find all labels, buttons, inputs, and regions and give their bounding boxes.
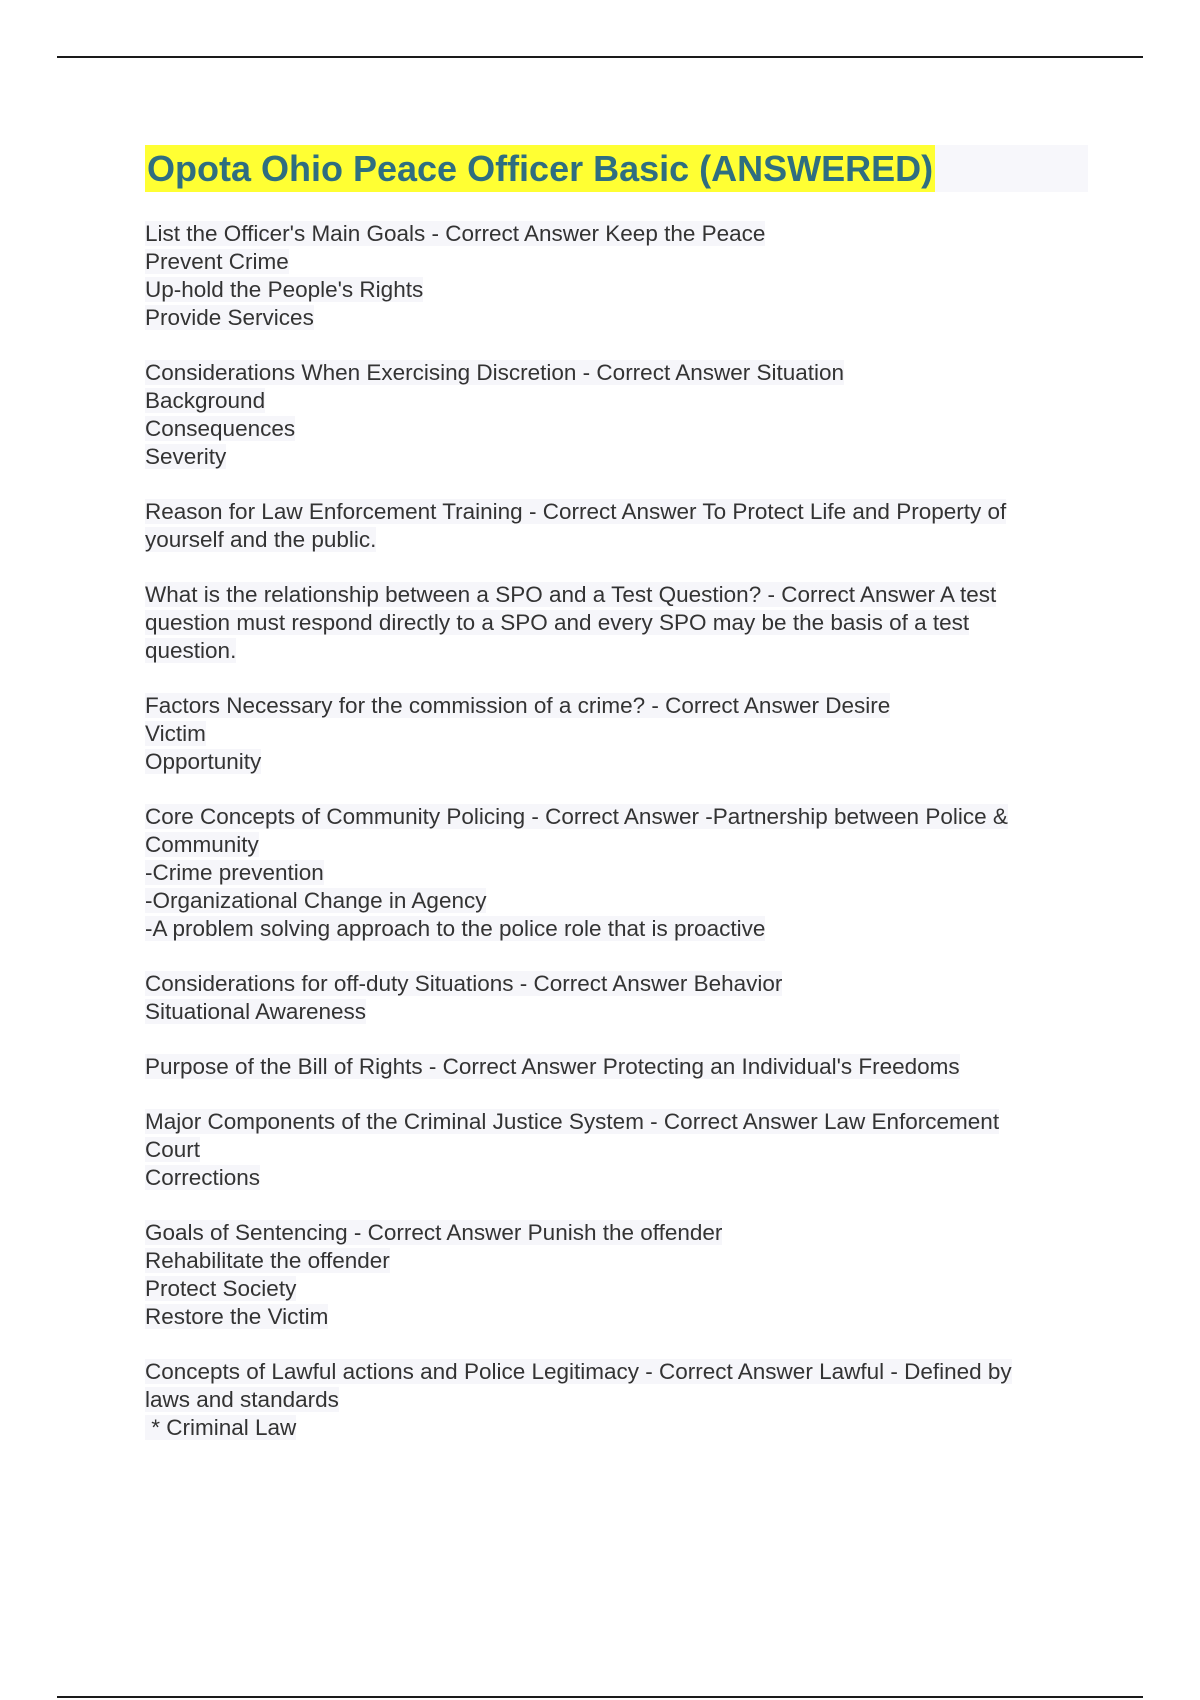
- qa-line: Factors Necessary for the commission of a crime? - Correct Answer Desire: [145, 693, 891, 718]
- qa-line: List the Officer's Main Goals - Correct Answer Keep the Peace: [145, 221, 766, 246]
- qa-line: yourself and the public.: [145, 527, 377, 552]
- qa-item: [145, 1358, 1095, 1442]
- header-rule: [57, 56, 1143, 58]
- qa-line: Major Components of the Criminal Justice System - Correct Answer Law Enforcement: [145, 1109, 1000, 1134]
- qa-line: Protect Society: [145, 1276, 297, 1301]
- qa-line: Considerations When Exercising Discretion - Correct Answer Situation: [145, 360, 845, 385]
- qa-line: -Crime prevention: [145, 860, 324, 885]
- qa-line: Prevent Crime: [145, 249, 289, 274]
- qa-item: [145, 1053, 1095, 1081]
- qa-item: [145, 803, 1095, 943]
- qa-item: [145, 1108, 1095, 1192]
- title-row: [145, 145, 1088, 192]
- document-title: Opota Ohio Peace Officer Basic (ANSWERED): [145, 145, 935, 192]
- qa-item: [145, 359, 1095, 471]
- qa-line: Core Concepts of Community Policing - Correct Answer -Partnership between Police &: [145, 804, 1008, 829]
- qa-line: Reason for Law Enforcement Training - Correct Answer To Protect Life and Property of: [145, 499, 1007, 524]
- qa-line: Opportunity: [145, 749, 262, 774]
- qa-line: Concepts of Lawful actions and Police Legitimacy - Correct Answer Lawful - Defined by: [145, 1359, 1012, 1384]
- qa-line: Rehabilitate the offender: [145, 1248, 390, 1273]
- qa-line: Goals of Sentencing - Correct Answer Punish the offender: [145, 1220, 723, 1245]
- qa-item: [145, 220, 1095, 332]
- qa-line: question must respond directly to a SPO and every SPO may be the basis of a test: [145, 610, 970, 635]
- qa-line: question.: [145, 638, 237, 663]
- qa-line: Restore the Victim: [145, 1304, 329, 1329]
- qa-line: Consequences: [145, 416, 296, 441]
- qa-list: [145, 220, 1095, 1469]
- qa-line: Court: [145, 1137, 201, 1162]
- qa-line: Considerations for off-duty Situations - Correct Answer Behavior: [145, 971, 783, 996]
- qa-line: Victim: [145, 721, 206, 746]
- qa-item: [145, 970, 1095, 1026]
- qa-line: Community: [145, 832, 259, 857]
- qa-line: Background: [145, 388, 266, 413]
- qa-line: Corrections: [145, 1165, 261, 1190]
- qa-line: Severity: [145, 444, 227, 469]
- qa-item: [145, 692, 1095, 776]
- qa-item: [145, 581, 1095, 665]
- qa-line: Up-hold the People's Rights: [145, 277, 424, 302]
- qa-line: laws and standards: [145, 1387, 339, 1412]
- footer-rule: [57, 1696, 1143, 1698]
- qa-line: -Organizational Change in Agency: [145, 888, 487, 913]
- qa-item: [145, 498, 1095, 554]
- qa-line: * Criminal Law: [145, 1415, 297, 1440]
- qa-line: -A problem solving approach to the police role that is proactive: [145, 916, 766, 941]
- qa-line: Provide Services: [145, 305, 314, 330]
- qa-line: What is the relationship between a SPO and a Test Question? - Correct Answer A test: [145, 582, 997, 607]
- qa-item: [145, 1219, 1095, 1331]
- qa-line: Situational Awareness: [145, 999, 366, 1024]
- qa-line: Purpose of the Bill of Rights - Correct Answer Protecting an Individual's Freedoms: [145, 1054, 960, 1079]
